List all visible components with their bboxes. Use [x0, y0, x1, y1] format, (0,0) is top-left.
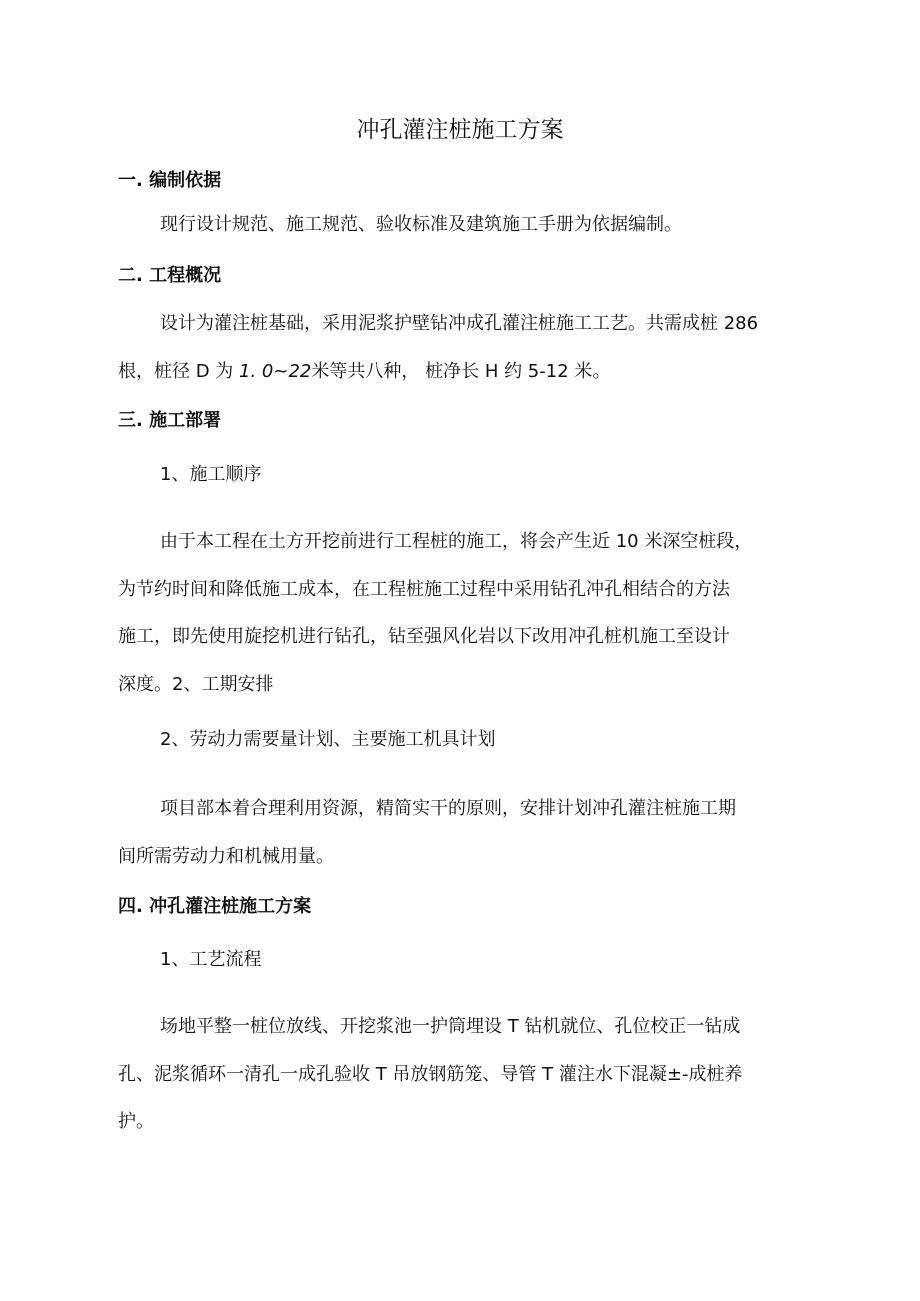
paragraph-line: 设计为灌注桩基础，采用泥浆护壁钻冲成孔灌注桩施工工艺。共需成桩 286 — [160, 313, 759, 334]
paragraph-line: 间所需劳动力和机械用量。 — [118, 845, 334, 867]
subsection-process-flow: 1、工艺流程 — [160, 949, 262, 970]
paragraph-line: 施工，即先使用旋挖机进行钻孔，钻至强风化岩以下改用冲孔桩机施工至设计 — [118, 626, 730, 647]
document-title: 冲孔灌注桩施工方案 — [356, 117, 564, 143]
paragraph-line — [118, 348, 808, 396]
section-basis-text: 现行设计规范、施工规范、验收标准及建筑施工手册为依据编制。 — [160, 214, 682, 235]
section-heading-overview: 二. 工程概况 — [118, 265, 222, 286]
section-overview-paragraph — [118, 300, 808, 395]
subsection-labor-plan: 2、劳动力需要量计划、主要施工机具计划 — [160, 729, 496, 750]
paragraph-line: 深度。2、工期安排 — [118, 673, 274, 695]
paragraph-line: 为节约时间和降低施工成本，在工程桩施工过程中采用钻孔冲孔相结合的方法 — [118, 578, 730, 600]
section-heading-basis: 一. 编制依据 — [118, 170, 222, 191]
pile-diameter-range: 1. 0~22 — [239, 360, 312, 382]
paragraph-line: 护。 — [118, 1111, 154, 1132]
text-span: 米等共八种， 桩净长 H 约 5-12 米。 — [311, 360, 611, 382]
section-process-paragraph — [118, 1003, 808, 1146]
section-heading-scheme: 四. 冲孔灌注桩施工方案 — [118, 896, 312, 917]
section-labor-paragraph — [118, 785, 808, 880]
paragraph-line: 由于本工程在土方开挖前进行工程桩的施工，将会产生近 10 米深空桩段， — [160, 531, 753, 552]
subsection-construction-order: 1、施工顺序 — [160, 464, 262, 485]
section-deployment-paragraph — [118, 518, 808, 708]
paragraph-line: 场地平整一桩位放线、开挖浆池一护筒埋设 T 钻机就位、孔位校正一钻成 — [160, 1016, 741, 1037]
paragraph-line: 孔、泥浆循环一清孔一成孔验收 T 吊放钢筋笼、导管 T 灌注水下混凝±-成桩养 — [118, 1063, 743, 1085]
section-heading-deployment: 三. 施工部署 — [118, 410, 222, 431]
paragraph-line: 项目部本着合理利用资源，精简实干的原则，安排计划冲孔灌注桩施工期 — [160, 798, 736, 819]
text-span: 根，桩径 D 为 — [118, 360, 240, 382]
